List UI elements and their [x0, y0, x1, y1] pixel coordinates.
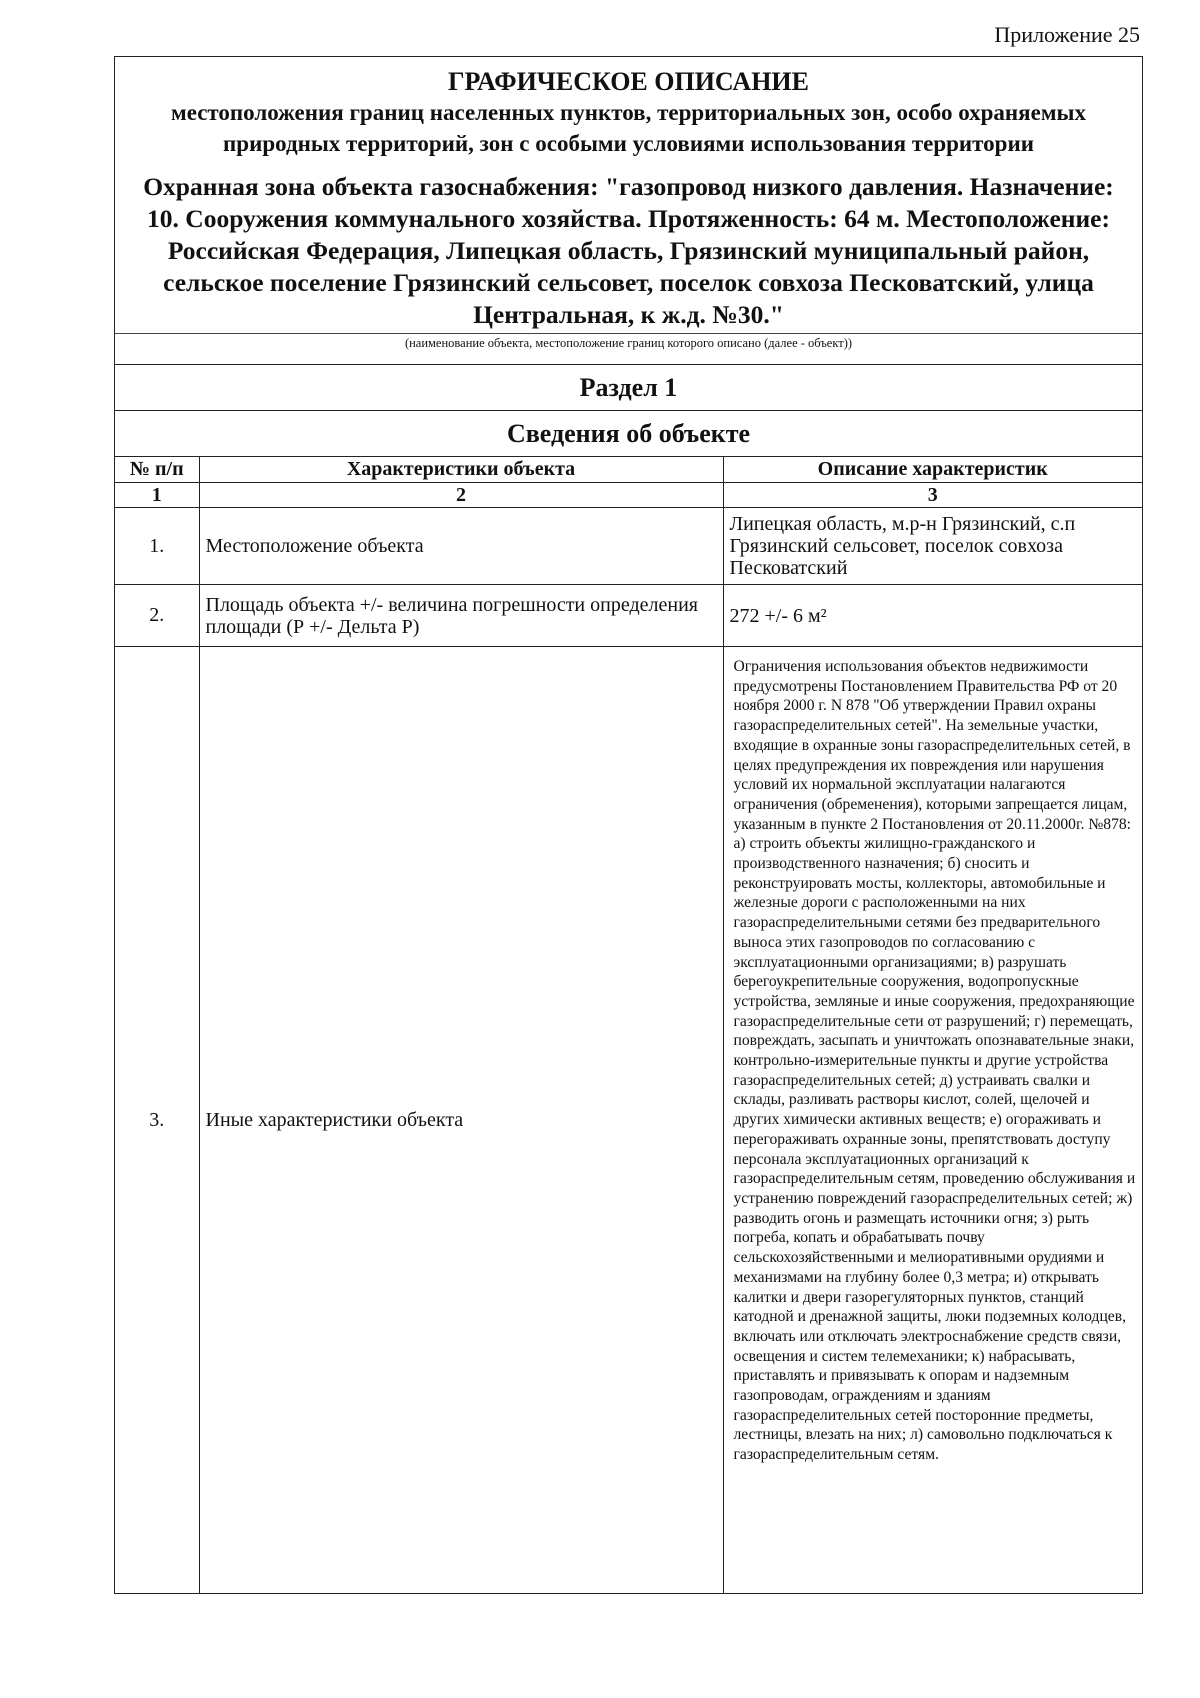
- column-number: 2: [199, 483, 723, 508]
- object-name: Охранная зона объекта газоснабжения: "газопровод низкого давления. Назначение: 10. Сооружения коммунального хозяйства. Протяженность: 64 м. Местоположение: Российская Федерация, Липецкая область, Грязинский муниципальный район, сельское поселение Грязинский сельсовет, поселок совхоза Песковатский, улица Центральная, к ж.д. №30.": [143, 172, 1114, 329]
- column-number-row: [115, 483, 1142, 508]
- table-row: [115, 508, 1142, 585]
- section-title: Раздел 1: [115, 364, 1142, 410]
- row-description: Ограничения использования объектов недвижимости предусмотрены Постановлением Правительства РФ от 20 ноября 2000 г. N 878 "Об утверждении Правил охраны газораспределительных сетей". На земельные участки, входящие в охранные зоны газораспределительных сетей, в целях предупреждения их повреждения или нарушения условий их нормальной эксплуатации налагаются ограничения (обременения), которыми запрещается лицам, указанным в пункте 2 Постановления от 20.11.2000г. №878: а) строить объекты жилищно-гражданского и производственного назначения; б) сносить и реконструировать мосты, коллекторы, автомобильные и железные дороги с расположенными на них газораспределительными сетями без предварительного выноса этих газопроводов по согласованию с эксплуатационными организациями; в) разрушать берегоукрепительные сооружения, водопропускные устройства, земляные и иные сооружения, предохраняющие газораспределительные сети от разрушений; г) перемещать, повреждать, засыпать и уничтожать опознавательные знаки, контрольно-измерительные пункты и другие устройства газораспределительных сетей; д) устраивать свалки и склады, разливать растворы кислот, солей, щелочей и других химически активных веществ; е) огораживать и перегораживать охранные зоны, препятствовать доступу персонала эксплуатационных организаций к газораспределительным сетям, проведению обслуживания и устранению повреждений газораспределительных сетей; ж) разводить огонь и размещать источники огня; з) рыть погреба, копать и обрабатывать почву сельскохозяйственными и мелиоративными орудиями и механизмами на глубину более 0,3 метра; и) открывать калитки и двери газорегуляторных пунктов, станций катодной и дренажной защиты, люки подземных колодцев, включать или отключать электроснабжение средств связи, освещения и систем телемеханики; к) набрасывать, приставлять и привязывать к опорам и надземным газопроводам, ограждениям и зданиям газораспределительных сетей посторонние предметы, лестницы, влезать на них; л) самовольно подключаться к газораспределительным сетям.: [723, 647, 1142, 1594]
- column-number: 1: [115, 483, 199, 508]
- row-description: 272 +/- 6 м²: [723, 585, 1142, 647]
- section-subtitle: Сведения об объекте: [115, 410, 1142, 456]
- document-subtitle: местоположения границ населенных пунктов, территориальных зон, особо охраняемых природных территорий, зон с особыми условиями использования территории: [171, 100, 1086, 156]
- row-number: 2.: [115, 585, 199, 647]
- column-number: 3: [723, 483, 1142, 508]
- row-description: Липецкая область, м.р-н Грязинский, с.п Грязинский сельсовет, поселок совхоза Песковатский: [723, 508, 1142, 585]
- appendix-label: Приложение 25: [994, 22, 1140, 47]
- object-info-table: [115, 456, 1142, 1593]
- column-header-number: № п/п: [115, 457, 199, 483]
- table-row: [115, 585, 1142, 647]
- row-characteristic: Иные характеристики объекта: [199, 647, 723, 1594]
- row-characteristic: Местоположение объекта: [199, 508, 723, 585]
- document-header: [115, 57, 1142, 333]
- object-name-caption: (наименование объекта, местоположение границ которого описано (далее - объект)): [115, 333, 1142, 364]
- column-header-description: Описание характеристик: [723, 457, 1142, 483]
- table-header-row: [115, 457, 1142, 483]
- row-number: 3.: [115, 647, 199, 1594]
- row-number: 1.: [115, 508, 199, 585]
- document-frame: [114, 56, 1143, 1594]
- row-characteristic: Площадь объекта +/- величина погрешности определения площади (Р +/- Дельта Р): [199, 585, 723, 647]
- table-row: [115, 647, 1142, 1594]
- column-header-characteristic: Характеристики объекта: [199, 457, 723, 483]
- document-title: ГРАФИЧЕСКОЕ ОПИСАНИЕ: [448, 67, 809, 96]
